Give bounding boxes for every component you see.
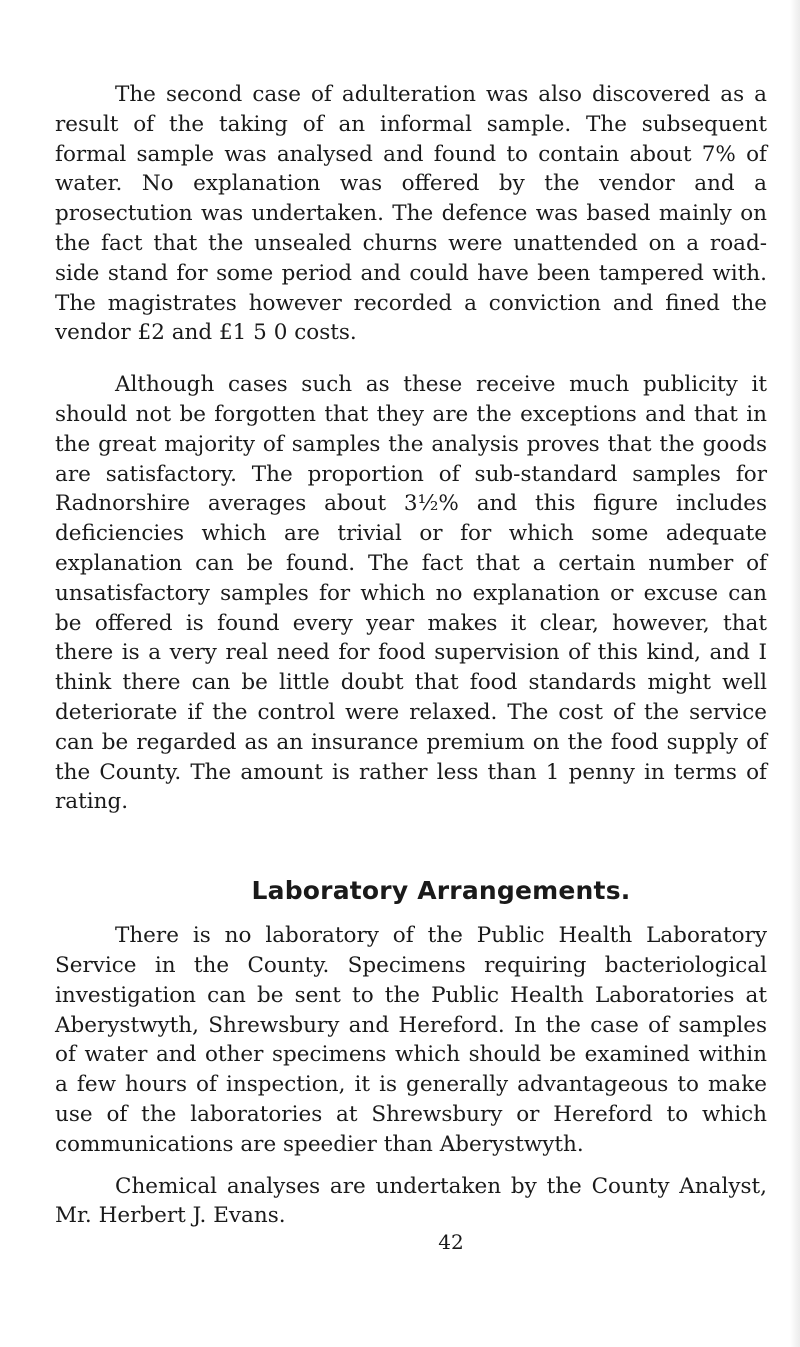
section-heading: Laboratory Arrangements. [251,876,631,906]
page-edge-shadow [790,0,800,1347]
paragraph-laboratory: There is no laboratory of the Public Health Laboratory Service in the County. Specimens requiring bacteriological investigation can be sent to the Public Health Laboratories at Aberystwyth, Shrewsbury and Hereford. In the case of samples of water and other specimens which should be examined within a few hours of inspection, it is generally advantageous to make use of the laboratories at Shrewsbury or Hereford to which communications are speedier than Aberystwyth. [55,923,767,1157]
paragraph-adulteration-case: The second case of adulteration was also discovered as a result of the taking of an informal sample. The subsequent formal sample was analysed and found to contain about 7% of water. No explanation was offered by the vendor and a prosectution was undertaken. The defence was based mainly on the fact that the unsealed churns were unattended on a road-side stand for some period and could have been tampered with. The magistrates however recorded a conviction and fined the vendor £2 and £1 5 0 costs. [55,82,767,346]
paragraph-chemical-analyses: Chemical analyses are undertaken by the County Analyst, Mr. Herbert J. Evans. [55,1173,767,1229]
page-number: 42 [438,1230,464,1255]
page-content [55,80,767,1253]
paragraph-publicity: Although cases such as these receive much publicity it should not be forgotten that they are the exceptions and that in the great majority of samples the analysis proves that the goods are satisfactory. The proportion of sub-standard samples for Radnorshire averages about 3½% and this figure includes deficiencies which are trivial or for which some adequate explanation can be found. The fact that a certain number of unsatisfactory samples for which no explanation or excuse can be offered is found every year makes it clear, however, that there is a very real need for food supervision of this kind, and I think there can be little doubt that food standards might well deteriorate if the control were relaxed. The cost of the service can be regarded as an insurance premium on the food supply of the County. The amount is rather less than 1 penny in terms of rating. [55,372,767,815]
